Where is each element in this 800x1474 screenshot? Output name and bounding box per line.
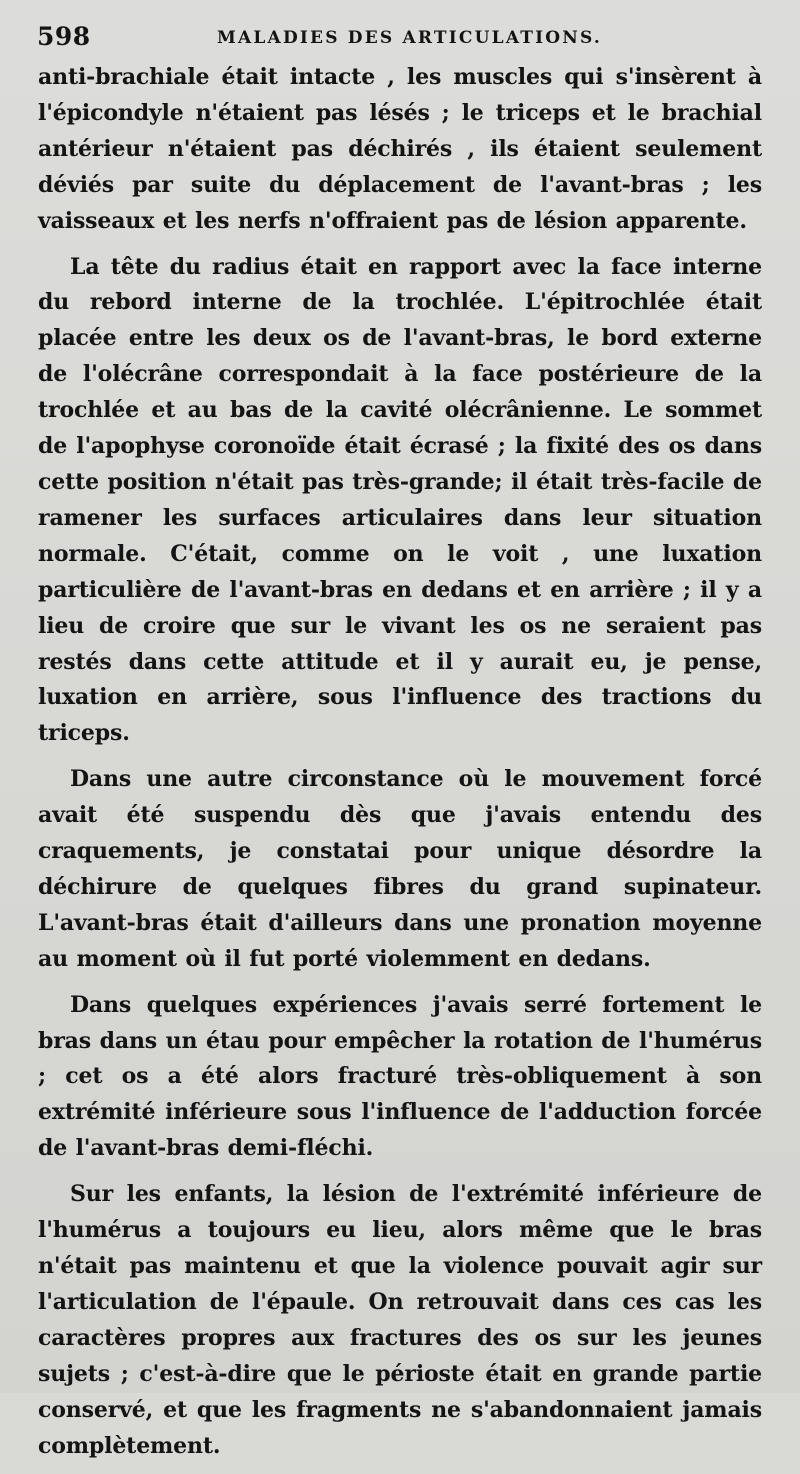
page-number: 598 — [37, 22, 91, 51]
paragraph-3: Dans une autre circonstance où le mouvement forcé avait été suspendu dès que j'avais entendu des craquements, je constatai pour unique désordre la déchirure de quelques fibres du grand supinateur. L'avant-bras était d'ailleurs dans une pronation moyenne au moment où il fut porté violemment en dedans. — [38, 766, 762, 972]
paragraph-2: La tête du radius était en rapport avec la face interne du rebord interne de la trochlée. L'épitrochlée était placée entre les deux os de l'avant-bras, le bord externe de l'olécrâne correspondait à la face postérieure de la trochlée et au bas de la cavité olécrânienne. Le sommet de l'apophyse coronoïde était écrasé ; la fixité des os dans cette position n'était pas très-grande; il était très-facile de ramener les surfaces articulaires dans leur situation normale. C'était, comme on le voit , une luxation particulière de l'avant-bras en dedans et en arrière ; il y a lieu de croire que sur le vivant les os ne seraient pas restés dans cette attitude et il y aurait eu, je pense, luxation en arrière, sous l'influence des tractions du triceps. — [38, 253, 762, 747]
body-text — [38, 60, 762, 1474]
page-header — [37, 22, 763, 52]
running-title: MALADIES DES ARTICULATIONS. — [217, 28, 603, 48]
paragraph-4: Dans quelques expériences j'avais serré fortement le bras dans un étau pour empêcher la rotation de l'humérus ; cet os a été alors fracturé très-obliquement à son extrémité inférieure sous l'influence de l'adduction forcée de l'avant-bras demi-fléchi. — [38, 991, 762, 1162]
paragraph-1: anti-brachiale était intacte , les muscles qui s'insèrent à l'épicondyle n'étaient pas lésés ; le triceps et le brachial antérieur n'étaient pas déchirés , ils étaient seulement déviés par suite du déplacement de l'avant-bras ; les vaisseaux et les nerfs n'offraient pas de lésion apparente. — [38, 64, 762, 234]
paragraph-5: Sur les enfants, la lésion de l'extrémité inférieure de l'humérus a toujours eu lieu, alors même que le bras n'était pas maintenu et que la violence pouvait agir sur l'articulation de l'épaule. On retrouvait dans ces cas les caractères propres aux fractures des os sur les jeunes sujets ; c'est-à-dire que le périoste était en grande partie conservé, et que les fragments ne s'abandonnaient jamais complètement. — [38, 1181, 762, 1459]
